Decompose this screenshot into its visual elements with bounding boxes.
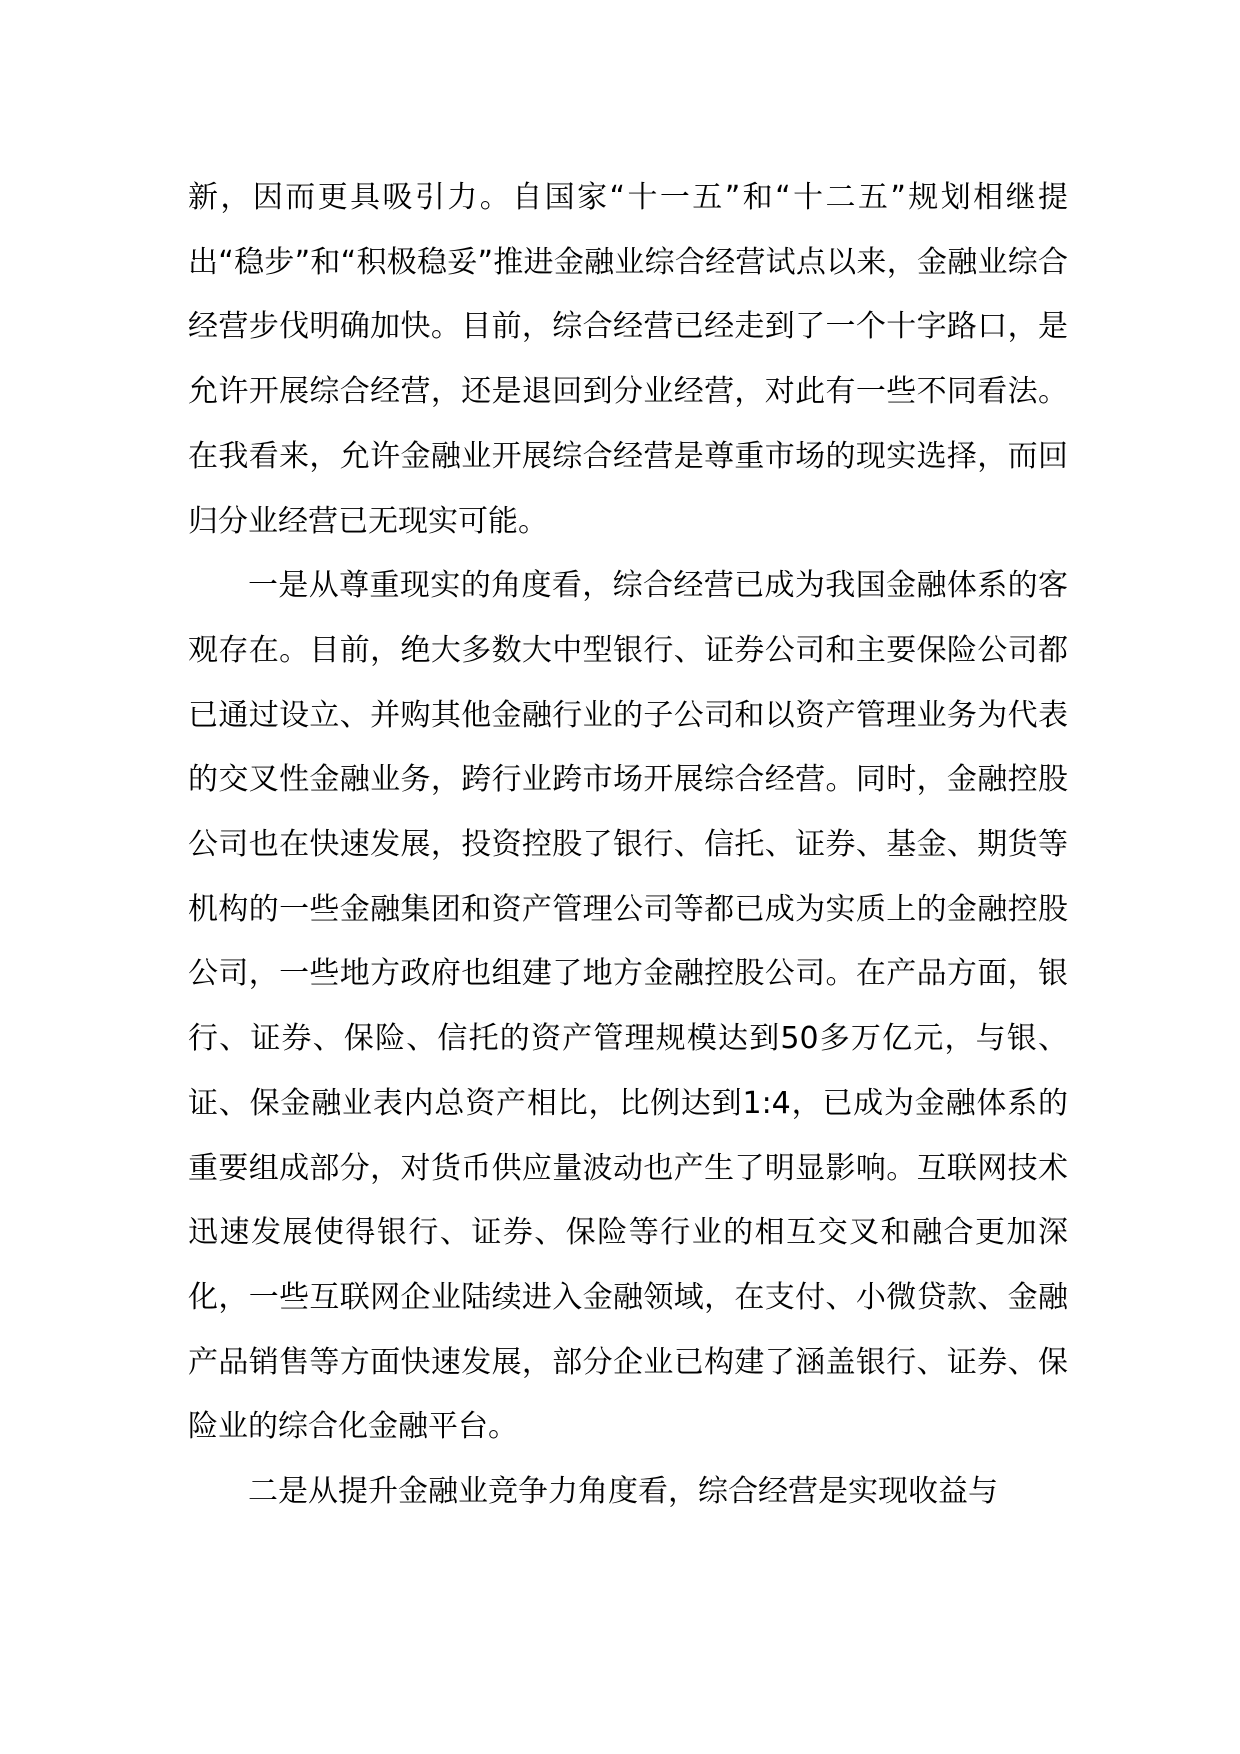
paragraph-continuation: 新，因而更具吸引力。自国家“十一五”和“十二五”规划相继提出“稳步”和“积极稳妥”推进金融业综合经营试点以来，金融业综合经营步伐明确加快。目前，综合经营已经走到了一个十字路口，是允许开展综合经营，还是退回到分业经营，对此有一些不同看法。在我看来，允许金融业开展综合经营是尊重市场的现实选择，而回归分业经营已无现实可能。 — [188, 180, 1068, 539]
paragraph-point-one: 一是从尊重现实的角度看，综合经营已成为我国金融体系的客观存在。目前，绝大多数大中型银行、证券公司和主要保险公司都已通过设立、并购其他金融行业的子公司和以资产管理业务为代表的交叉性金融业务，跨行业跨市场开展综合经营。同时，金融控股公司也在快速发展，投资控股了银行、信托、证券、基金、期货等机构的一些金融集团和资产管理公司等都已成为实质上的金融控股公司，一些地方政府也组建了地方金融控股公司。在产品方面，银行、证券、保险、信托的资产管理规模达到50多万亿元，与银、证、保金融业表内总资产相比，比例达到1:4，已成为金融体系的重要组成部分，对货币供应量波动也产生了明显影响。互联网技术迅速发展使得银行、证券、保险等行业的相互交叉和融合更加深化，一些互联网企业陆续进入金融领域，在支付、小微贷款、金融产品销售等方面快速发展，部分企业已构建了涵盖银行、证券、保险业的综合化金融平台。 — [188, 568, 1068, 1445]
paragraph-point-two: 二是从提升金融业竞争力角度看，综合经营是实现收益与 — [248, 1474, 998, 1510]
document-body — [188, 166, 1068, 1525]
